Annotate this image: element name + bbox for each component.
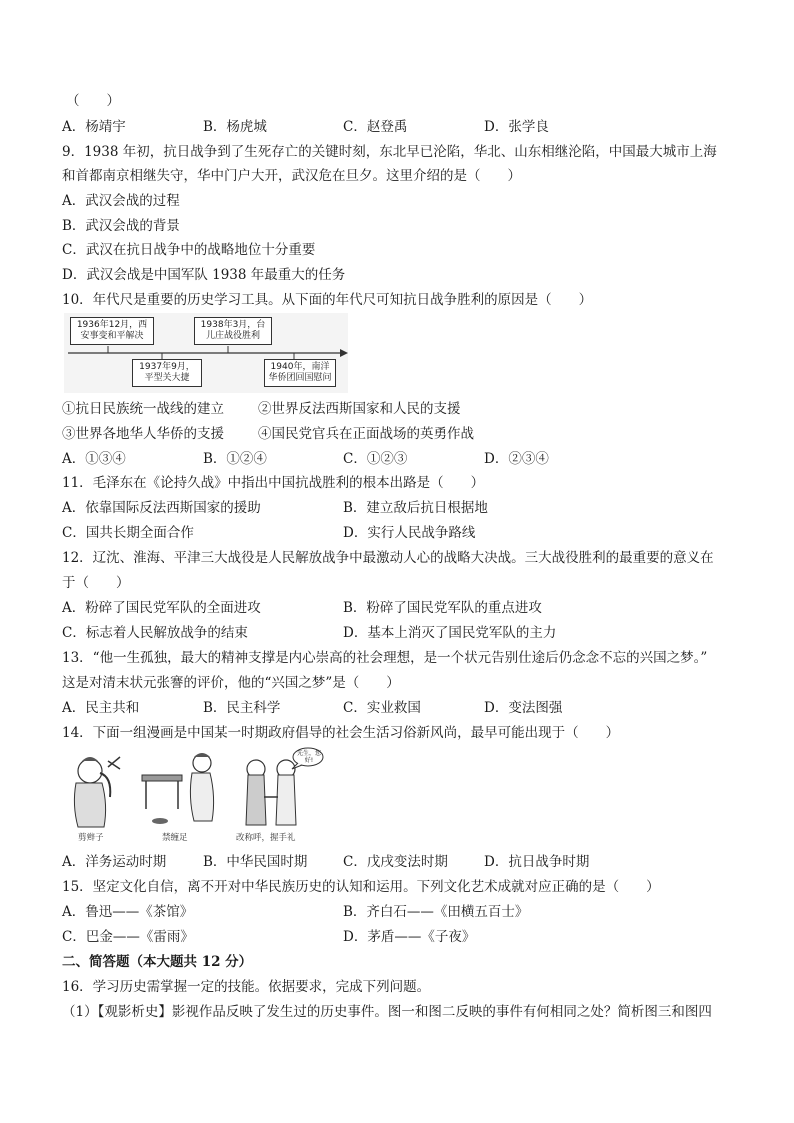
- q10-option-c[interactable]: C．①②③: [343, 451, 408, 467]
- q9-stem-line1: 9．1938 年初，抗日战争到了生死存亡的关键时刻，东北早已沦陷，华北、山东相继沦陷，中国最大城市上海: [62, 144, 717, 160]
- q13-option-c[interactable]: C．实业救国: [343, 700, 421, 716]
- q15-option-d[interactable]: D．茅盾——《子夜》: [343, 929, 476, 945]
- q8-option-d[interactable]: D．张学良: [484, 119, 549, 135]
- q10-statement-2: ②世界反法西斯国家和人民的支援: [258, 401, 461, 417]
- q16-stem: 16．学习历史需掌握一定的技能。依据要求，完成下列问题。: [62, 979, 431, 995]
- q12-option-d[interactable]: D．基本上消灭了国民党军队的主力: [343, 625, 557, 641]
- q12-stem-line1: 12．辽沈、淮海、平津三大战役是人民解放战争中最激动人心的战略大决战。三大战役胜利的最重要的意义在: [62, 550, 714, 566]
- q10-statement-1: ①抗日民族统一战线的建立: [62, 401, 224, 417]
- timeline-event-1936: 1936年12月，西安事变和平解决: [70, 317, 154, 345]
- q10-statement-3: ③世界各地华人华侨的支援: [62, 426, 224, 442]
- q15-option-b[interactable]: B．齐白石——《田横五百士》: [343, 904, 529, 920]
- q9-option-b[interactable]: B．武汉会战的背景: [62, 218, 180, 234]
- q13-option-a[interactable]: A．民主共和: [62, 700, 140, 716]
- speech-bubble-text: 先生，您好!: [296, 750, 321, 764]
- q9-option-d[interactable]: D．武汉会战是中国军队 1938 年最重大的任务: [62, 267, 346, 283]
- q12-option-b[interactable]: B．粉碎了国民党军队的重点进攻: [343, 600, 542, 616]
- q8-option-b[interactable]: B．杨虎城: [203, 119, 267, 135]
- q13-stem-line1: 13．“他一生孤独，最大的精神支撑是内心崇高的社会理想，是一个状元告别仕途后仍念念不忘的兴国之梦。”: [62, 650, 708, 666]
- q13-option-b[interactable]: B．民主科学: [203, 700, 281, 716]
- q10-option-b[interactable]: B．①②④: [203, 451, 267, 467]
- q11-option-d[interactable]: D．实行人民战争路线: [343, 525, 476, 541]
- q10-timeline-figure: [64, 313, 348, 393]
- q10-option-a[interactable]: A．①③④: [62, 451, 126, 467]
- q10-option-d[interactable]: D．②③④: [484, 451, 549, 467]
- q13-option-d[interactable]: D．变法图强: [484, 700, 563, 716]
- section-2-title: 二、简答题（本大题共 12 分）: [62, 954, 253, 970]
- q8-option-a[interactable]: A．杨靖宇: [62, 119, 126, 135]
- q14-cartoon-figure: [64, 747, 326, 845]
- cartoon-caption-3: 改称呼，握手礼: [236, 833, 296, 843]
- q9-option-a[interactable]: A．武汉会战的过程: [62, 193, 180, 209]
- q15-stem: 15．坚定文化自信，离不开对中华民族历史的认知和运用。下列文化艺术成就对应正确的是（ ）: [62, 879, 660, 895]
- q9-option-c[interactable]: C．武汉在抗日战争中的战略地位十分重要: [62, 242, 316, 258]
- timeline-event-1937: 1937年9月，平型关大捷: [132, 359, 202, 387]
- timeline-event-1938: 1938年3月，台儿庄战役胜利: [194, 317, 272, 345]
- q14-option-d[interactable]: D．抗日战争时期: [484, 854, 590, 870]
- q8-paren: （ ）: [66, 93, 120, 109]
- q13-stem-line2: 这是对清末状元张謇的评价，他的“兴国之梦”是（ ）: [62, 675, 400, 691]
- q11-option-b[interactable]: B．建立敌后抗日根据地: [343, 500, 488, 516]
- timeline-event-1940: 1940年，南洋华侨团回国慰问: [264, 359, 336, 387]
- q15-option-c[interactable]: C．巴金——《雷雨》: [62, 929, 194, 945]
- q15-option-a[interactable]: A．鲁迅——《茶馆》: [62, 904, 194, 920]
- q12-option-c[interactable]: C．标志着人民解放战争的结束: [62, 625, 248, 641]
- q14-option-b[interactable]: B．中华民国时期: [203, 854, 308, 870]
- q10-stem: 10．年代尺是重要的历史学习工具。从下面的年代尺可知抗日战争胜利的原因是（ ）: [62, 292, 593, 308]
- q10-statement-4: ④国民党官兵在正面战场的英勇作战: [258, 426, 474, 442]
- q14-option-c[interactable]: C．戊戌变法时期: [343, 854, 448, 870]
- q11-stem: 11．毛泽东在《论持久战》中指出中国抗战胜利的根本出路是（ ）: [62, 475, 485, 491]
- cartoon-caption-2: 禁缠足: [162, 833, 188, 843]
- q14-stem: 14．下面一组漫画是中国某一时期政府倡导的社会生活习俗新风尚，最早可能出现于（ ）: [62, 725, 620, 741]
- q12-option-a[interactable]: A．粉碎了国民党军队的全面进攻: [62, 600, 261, 616]
- q14-option-a[interactable]: A．洋务运动时期: [62, 854, 167, 870]
- q11-option-c[interactable]: C．国共长期全面合作: [62, 525, 194, 541]
- q12-stem-line2: 于（ ）: [62, 575, 130, 591]
- q9-stem-line2: 和首都南京相继失守，华中门户大开，武汉危在旦夕。这里介绍的是（ ）: [62, 168, 521, 184]
- cartoon-caption-1: 剪辫子: [78, 833, 104, 843]
- q8-option-c[interactable]: C．赵登禹: [343, 119, 408, 135]
- q11-option-a[interactable]: A．依靠国际反法西斯国家的援助: [62, 500, 261, 516]
- q16-part1: （1）【观影析史】影视作品反映了发生过的历史事件。图一和图二反映的事件有何相同之处？简析图三和图四: [62, 1004, 712, 1020]
